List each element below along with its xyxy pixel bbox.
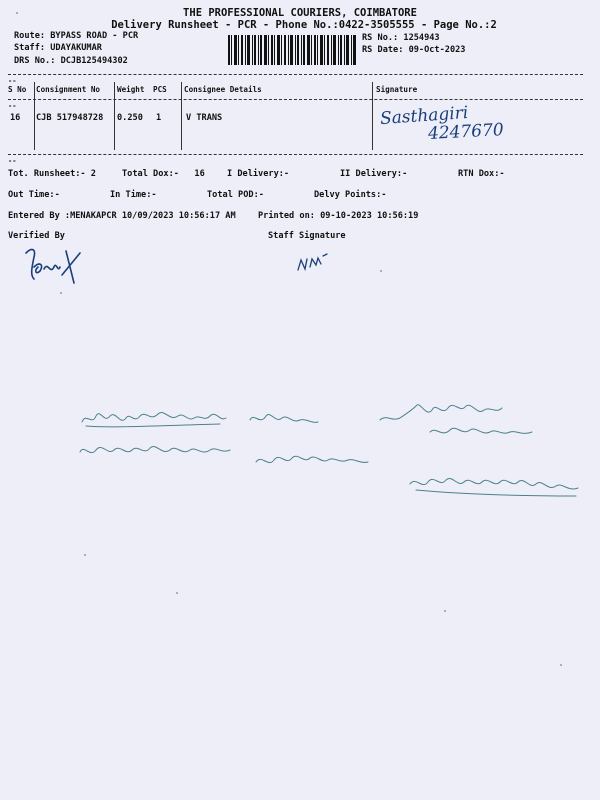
row-sno: 16 [10, 113, 21, 123]
summary-total-pod: Total POD:- [207, 190, 264, 200]
row-weight: 0.250 [117, 113, 143, 123]
col-header-consignee: Consignee Details [184, 85, 262, 94]
dash-mark: -- [8, 102, 17, 110]
summary-in-time: In Time:- [110, 190, 157, 200]
col-header-sno: S No [8, 85, 27, 94]
column-divider [181, 82, 182, 150]
col-header-weight: Weight [117, 85, 145, 94]
scan-speck [380, 270, 382, 272]
col-header-consignment: Consignment No [36, 85, 101, 94]
summary-delvy-points: Delvy Points:- [314, 190, 387, 200]
receiver-handwriting-number: 4247670 [427, 120, 505, 144]
receiver-handwriting-name: Sasthagiri [379, 102, 469, 130]
divider [8, 154, 583, 155]
col-header-signature: Signature [376, 85, 418, 94]
summary-total-dox: Total Dox:- 16 [122, 169, 205, 179]
scan-speck [176, 592, 178, 594]
printed-on: Printed on: 09-10-2023 10:56:19 [258, 211, 419, 221]
verifier-signature [22, 245, 84, 287]
divider [8, 99, 583, 100]
verified-by-label: Verified By [8, 231, 65, 241]
summary-rtn-dox: RTN Dox:- [458, 169, 505, 179]
barcode [228, 35, 356, 65]
summary-ii-delivery: II Delivery:- [340, 169, 408, 179]
column-divider [34, 82, 35, 150]
summary-i-delivery: I Delivery:- [227, 169, 290, 179]
company-name: THE PROFESSIONAL COURIERS, COIMBATORE [183, 7, 417, 19]
staff-signature [296, 250, 332, 274]
scan-speck [16, 12, 18, 14]
column-divider [372, 82, 373, 150]
scan-speck [84, 554, 86, 556]
row-consignment-no: CJB 517948728 [36, 113, 104, 123]
entered-by: Entered By :MENAKAPCR 10/09/2023 10:56:17 AM [8, 211, 236, 221]
bleed-through-marks [70, 392, 590, 522]
summary-out-time: Out Time:- [8, 190, 60, 200]
scan-speck [444, 610, 446, 612]
sheet-title: Delivery Runsheet - PCR - Phone No.:0422-3505555 - Page No.:2 [111, 19, 497, 31]
col-header-pcs: PCS [153, 85, 167, 94]
divider [8, 74, 583, 75]
dash-mark: -- [8, 157, 17, 165]
rs-number: RS No.: 1254943 [362, 33, 440, 43]
drs-number: DRS No.: DCJB125494302 [14, 56, 128, 66]
row-consignee: V TRANS [186, 113, 223, 123]
scan-speck [60, 292, 62, 294]
staff-signature-label: Staff Signature [268, 231, 346, 241]
route-label: Route: BYPASS ROAD - PCR [14, 31, 139, 41]
scan-speck [560, 664, 562, 666]
row-pcs: 1 [156, 113, 162, 123]
rs-date: RS Date: 09-Oct-2023 [362, 45, 466, 55]
summary-tot-runsheet: Tot. Runsheet:- 2 [8, 169, 96, 179]
column-divider [114, 82, 115, 150]
staff-label: Staff: UDAYAKUMAR [14, 43, 102, 53]
dash-mark: -- [8, 77, 17, 85]
